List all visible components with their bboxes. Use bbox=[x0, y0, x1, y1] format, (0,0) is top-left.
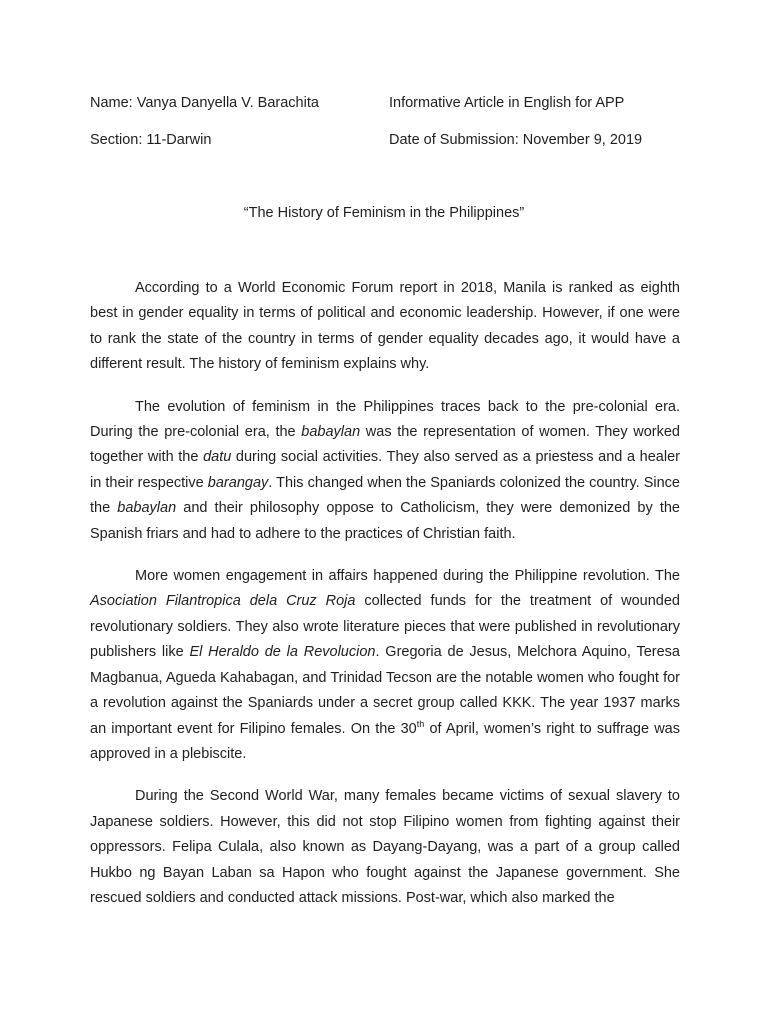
section-label: Section: 11-Darwin bbox=[90, 132, 212, 148]
text-span: collected funds for the treatment of wounded revolutionary soldiers. They also wrote literature pieces that were published in revolutionary publishers like bbox=[90, 593, 680, 661]
italic-term: babaylan bbox=[117, 500, 177, 517]
article-subject: Informative Article in English for APP bbox=[389, 95, 625, 111]
paragraph-3 bbox=[90, 564, 680, 767]
paragraph-1: According to a World Economic Forum report in 2018, Manila is ranked as eighth best in gender equality in terms of political and economic leadership. However, if one were to rank the state of the country in terms of gender equality decades ago, it would have a different result. The history of feminism explains why. bbox=[90, 280, 680, 373]
paragraph-2 bbox=[90, 395, 680, 547]
text-span: and their philosophy oppose to Catholicism, they were demonized by the Spanish friars and had to adhere to the practices of Christian faith. bbox=[90, 500, 680, 542]
author-name: Name: Vanya Danyella V. Barachita bbox=[90, 95, 319, 111]
italic-term: El Heraldo de la Revolucion bbox=[189, 644, 376, 661]
text-span: More women engagement in affairs happened during the Philippine revolution. The bbox=[135, 568, 680, 585]
italic-term: datu bbox=[203, 449, 232, 466]
paragraph-4: During the Second World War, many females became victims of sexual slavery to Japanese soldiers. However, this did not stop Filipino women from fighting against their oppressors. Felipa Culala, also known as Dayang-Dayang, was a part of a group called Hukbo ng Bayan Laban sa Hapon who fought against the Japanese government. She rescued soldiers and conducted attack missions. Post-war, which also marked the bbox=[90, 788, 680, 906]
text-span: during social activities. They also served as a priestess and a healer in their respective bbox=[90, 449, 680, 491]
text-span: . Gregoria de Jesus, Melchora Aquino, Teresa Magbanua, Agueda Kahabagan, and Trinidad Tecson are the notable women who fought for a revolution against the Spaniards under a secret group called KKK. The year 1937 marks an important event for Filipino females. On the 30 bbox=[90, 644, 680, 737]
text-span: of April, women’s right to suffrage was approved in a plebiscite. bbox=[90, 720, 680, 762]
text-span: . This changed when the Spaniards colonized the country. Since the bbox=[90, 474, 680, 517]
article-title: “The History of Feminism in the Philippines” bbox=[243, 205, 525, 221]
text-span: The evolution of feminism in the Philippines traces back to the pre-colonial era. During the pre-colonial era, the bbox=[90, 398, 680, 441]
italic-term: barangay bbox=[207, 474, 269, 491]
italic-term: Asociation Filantropica dela Cruz Roja bbox=[90, 593, 356, 610]
submission-date: Date of Submission: November 9, 2019 bbox=[389, 132, 643, 148]
italic-term: babaylan bbox=[301, 424, 361, 441]
text-span: was the representation of women. They worked together with the bbox=[90, 424, 680, 466]
ordinal-suffix: th bbox=[416, 718, 425, 729]
article-body bbox=[90, 276, 680, 928]
